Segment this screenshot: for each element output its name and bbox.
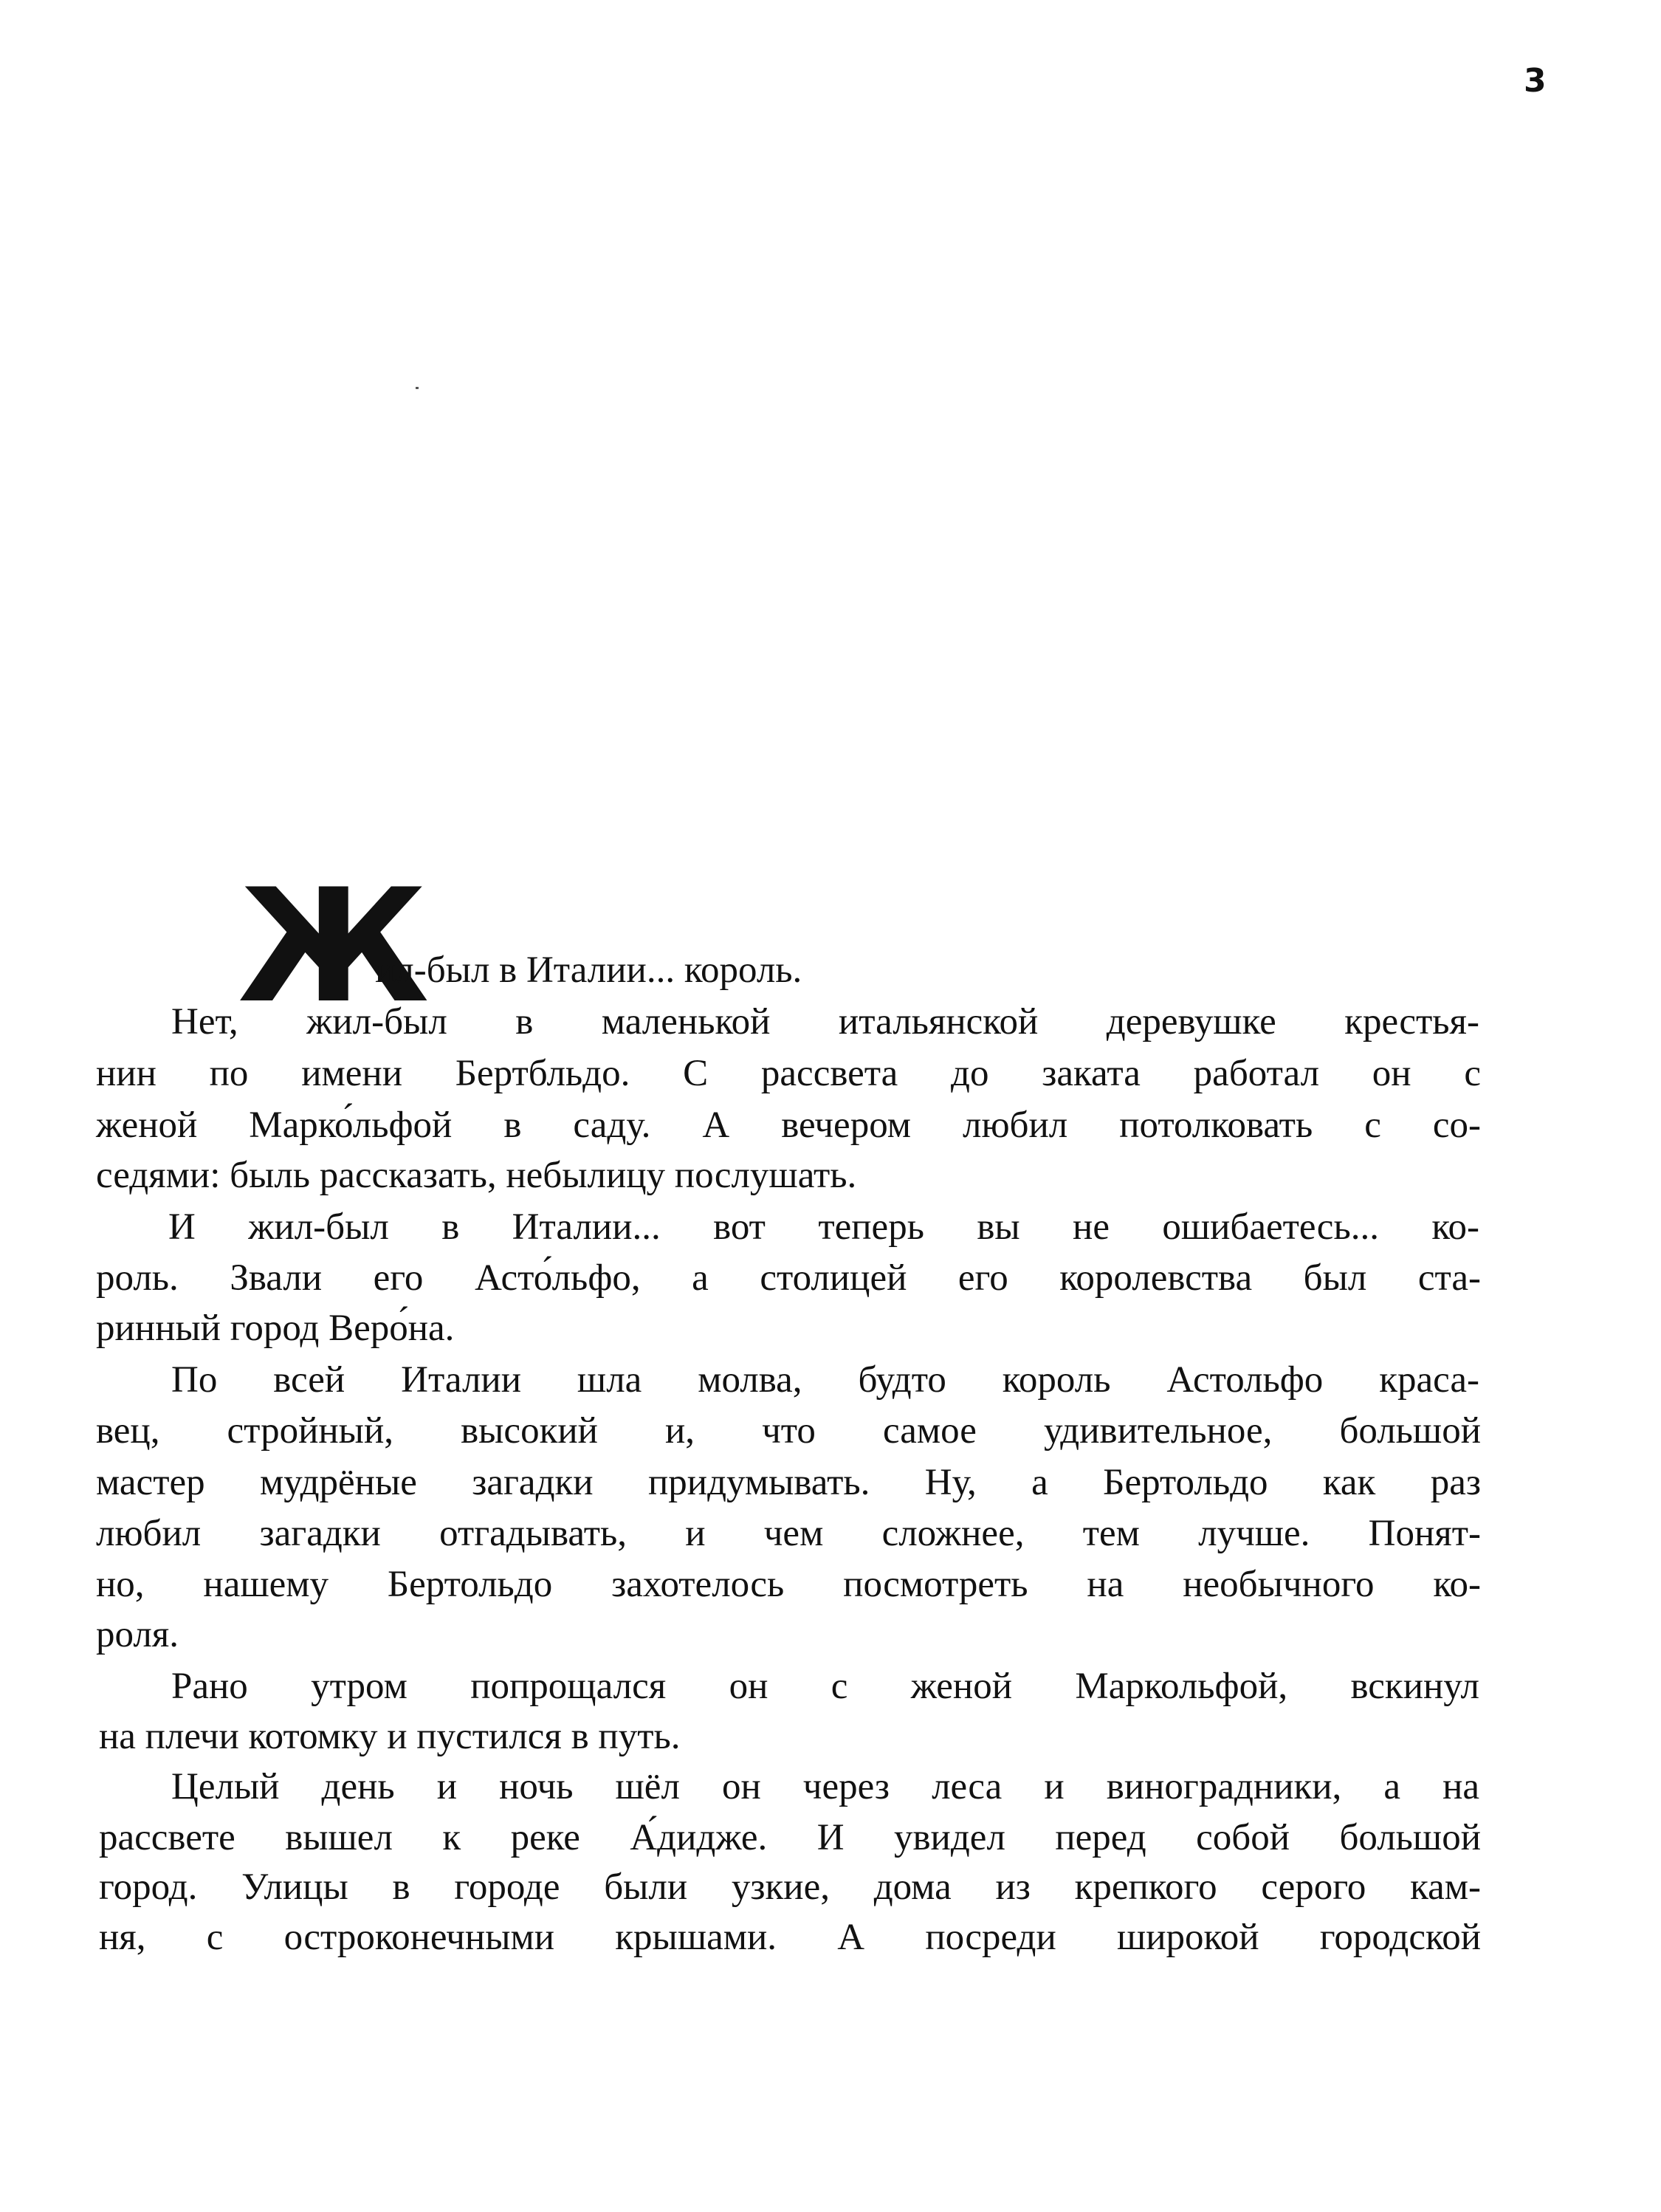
text-line: ринный город Веро́на. [96, 1308, 455, 1349]
page-speck [416, 387, 419, 389]
text-line: По всей Италии шла молва, будто король Астольфо краса- [171, 1359, 1479, 1401]
text-line: роль. Звали его Асто́льфо, а столицей его королевства был ста- [96, 1257, 1481, 1299]
text-line: И жил-был в Италии... вот теперь вы не ошибаетесь... ко- [168, 1206, 1479, 1248]
text-line: Рано утром попрощался он с женой Маркольфой, вскинул [171, 1666, 1479, 1707]
text-line: рассвете вышел к реке А́дидже. И увидел перед собой большой [99, 1817, 1481, 1858]
text-line: на плечи котомку и пустился в путь. [99, 1716, 681, 1757]
text-line: город. Улицы в городе были узкие, дома из крепкого серого кам- [99, 1866, 1481, 1908]
text-line: роля. [96, 1614, 179, 1655]
text-line: женой Марко́льфой в саду. А вечером любил потолковать с со- [96, 1105, 1481, 1146]
text-line: но, нашему Бертольдо захотелось посмотреть на необычного ко- [96, 1564, 1481, 1605]
text-line: Целый день и ночь шёл он через леса и виноградники, а на [171, 1766, 1479, 1807]
text-line: мастер мудрёные загадки придумывать. Ну, а Бертольдо как раз [96, 1462, 1481, 1503]
page-number: 3 [1524, 62, 1547, 100]
text-line: седями: быль рассказать, небылицу послушать. [96, 1155, 857, 1196]
text-line: любил загадки отгадывать, и чем сложнее, тем лучше. Понят- [96, 1513, 1481, 1554]
text-line: ня, с остроконечными крышами. А посреди широкой городской [99, 1917, 1481, 1958]
text-line: вец, стройный, высокий и, что самое удивительное, большой [96, 1410, 1481, 1452]
text-line: нин по имени Бертбльдо. С рассвета до заката работал он с [96, 1053, 1481, 1094]
drop-cap: Ж [238, 855, 425, 1037]
text-line: Нет, жил-был в маленькой итальянской деревушке крестья- [171, 1001, 1479, 1043]
text-line: ил-был в Италии... король. [375, 949, 802, 991]
